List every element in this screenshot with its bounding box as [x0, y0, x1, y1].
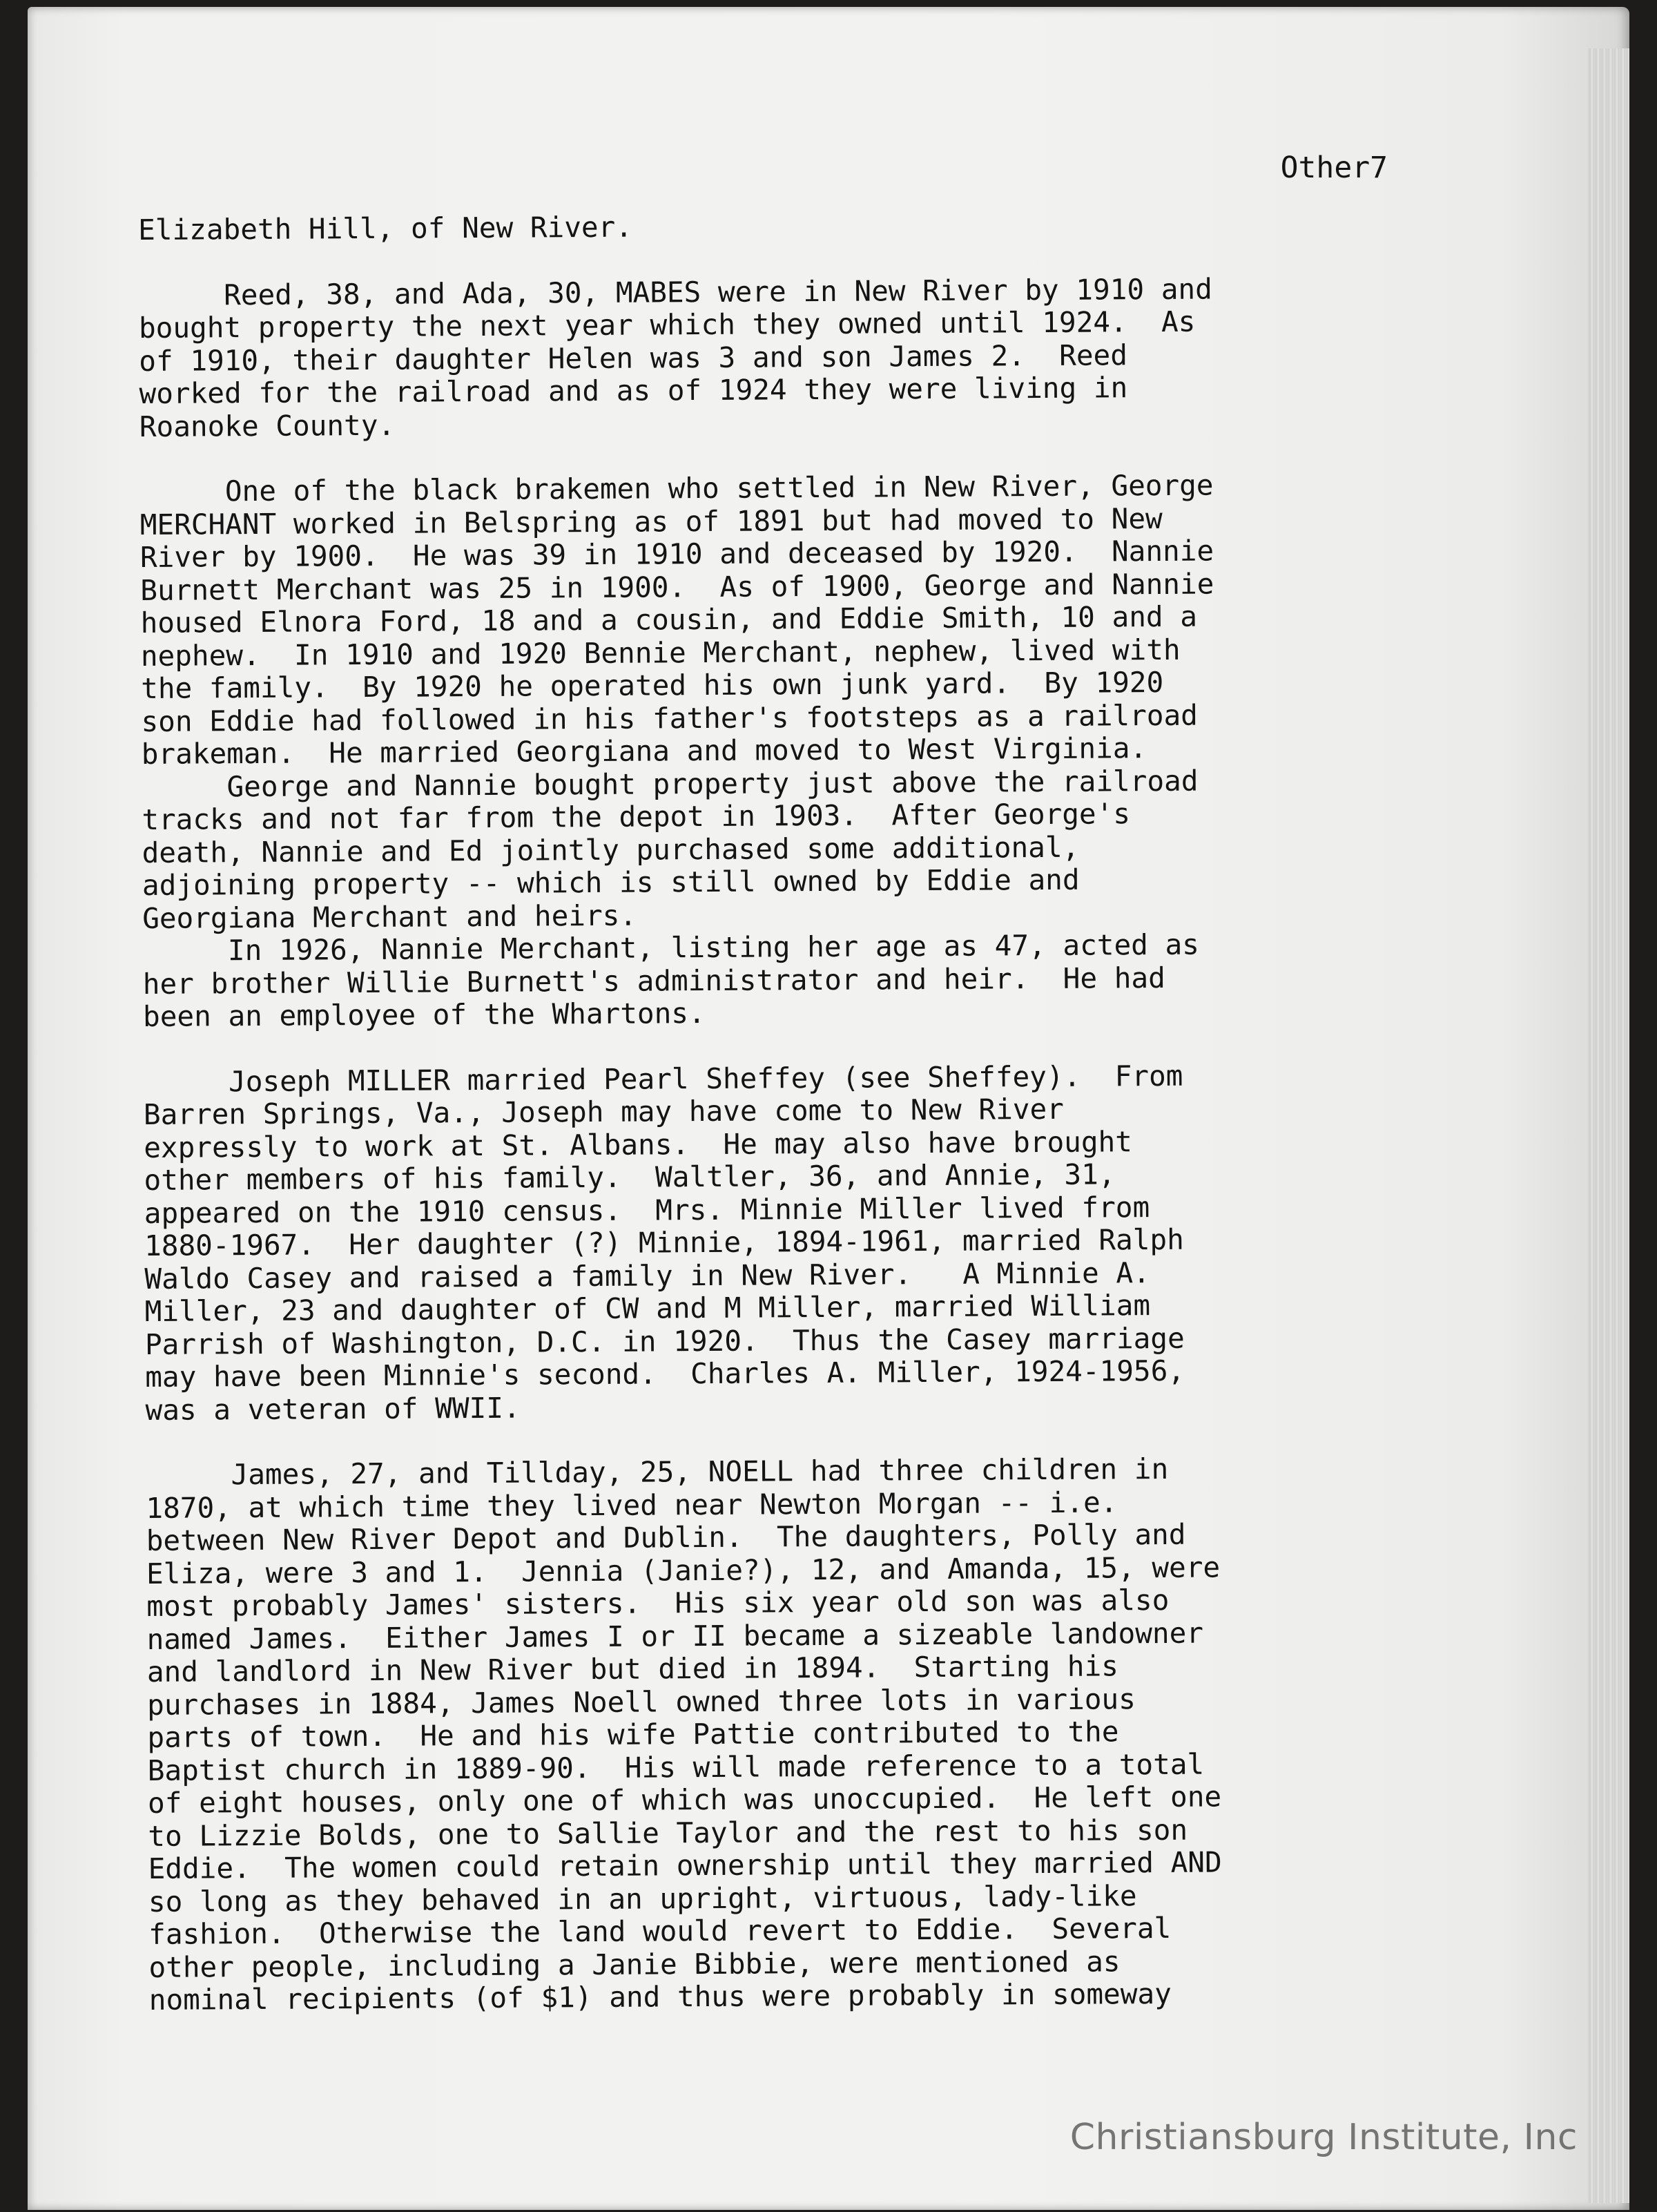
paragraph-continuation: Elizabeth Hill, of New River.	[137, 210, 633, 247]
document-page	[28, 7, 1629, 2210]
paragraph-merchant-1926: In 1926, Nannie Merchant, listing her age as 47, acted as her brother Willie Burnett's administrator and heir. He had been an employee of the Whartons.	[142, 927, 1200, 1033]
paragraph-mabes: Reed, 38, and Ada, 30, MABES were in New River by 1910 and bought property the next year which they owned until 1924. As of 1910, their daughter Helen was 3 and son James 2. Reed worked for the railroad and as of 1924 they were living in Roanoke County.	[138, 271, 1212, 443]
paragraph-noell: James, 27, and Tillday, 25, NOELL had three children in 1870, at which time they lived near Newton Morgan -- i.e. between New River Depot and Dublin. The daughters, Polly and Eliza, were 3 and 1. Jennia (Janie?), 12, and Amanda, 15, were most probably James' sisters. His six year old son was also named James. Either James I or II became a sizeable landowner and landlord in New River but died in 1894. Starting his purchases in 1884, James Noell owned three lots in various parts of town. He and his wife Pattie contributed to the Baptist church in 1889-90. His will made reference to a total of eight houses, only one of which was unoccupied. He left one to Lizzie Bolds, one to Sallie Taylor and the rest to his son Eddie. The women could retain ownership until they married AND so long as they behaved in an upright, virtuous, lady-like fashion. Otherwise the land would revert to Eddie. Several other people, including a Janie Bibbie, were mentioned as nominal recipients (of $1) and thus were probably in someway	[146, 1452, 1222, 2017]
page-stack-edge	[1588, 48, 1629, 2203]
paragraph-merchant: One of the black brakemen who settled in New River, George MERCHANT worked in Belspring as of 1891 but had moved to New River by 1900. He was 39 in 1910 and deceased by 1920. Nannie Burnett Merchant was 25 in 1900. As of 1900, George and Nannie housed Elnora Ford, 18 and a cousin, and Eddie Smith, 10 and a nephew. In 1910 and 1920 Bennie Merchant, nephew, lived with the family. By 1920 he operated his own junk yard. By 1920 son Eddie had followed in his father's footsteps as a railroad brakeman. He married Georgiana and moved to West Virginia.	[139, 468, 1214, 771]
paragraph-merchant-property: George and Nannie bought property just above the railroad tracks and not far from the depot in 1903. After George's death, Nannie and Ed jointly purchased some additional, adjoining property -- which is still owned by Eddie and Georgiana Merchant and heirs.	[141, 764, 1199, 935]
page-header: Other7	[1280, 151, 1388, 185]
document-body	[138, 206, 1461, 2017]
paragraph-miller: Joseph MILLER married Pearl Sheffey (see Sheffey). From Barren Springs, Va., Joseph may have come to New River expressly to work at St. Albans. He may also have brought other members of his family. Waltler, 36, and Annie, 31, appeared on the 1910 census. Mrs. Minnie Miller lived from 1880-1967. Her daughter (?) Minnie, 1894-1961, married Ralph Waldo Casey and raised a family in New River. A Minnie A. Miller, 23 and daughter of CW and M Miller, married William Parrish of Washington, D.C. in 1920. Thus the Casey marriage may have been Minnie's second. Charles A. Miller, 1924-1956, was a veteran of WWII.	[143, 1059, 1185, 1427]
watermark: Christiansburg Institute, Inc	[1069, 2117, 1578, 2158]
